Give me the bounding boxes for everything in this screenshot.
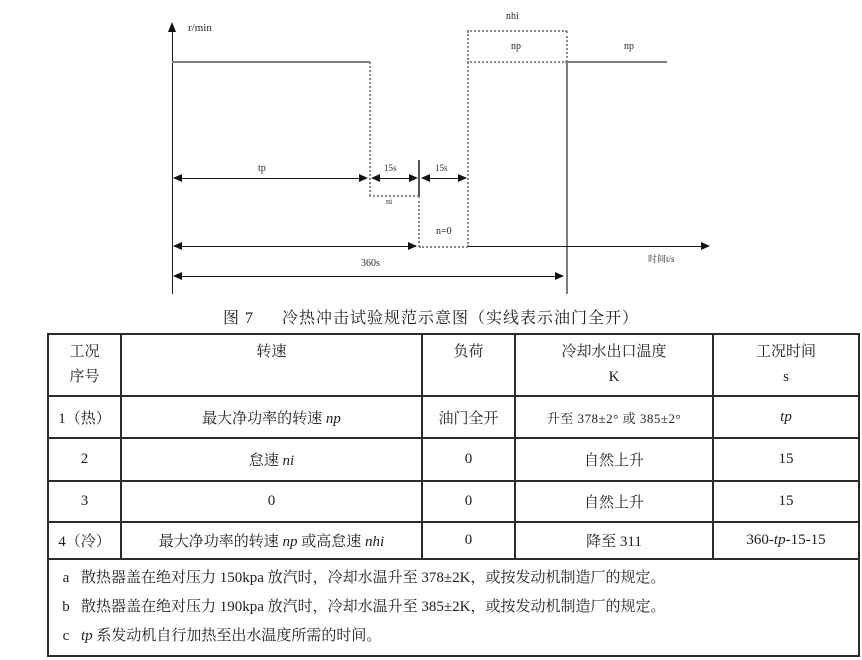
cell-time: tp bbox=[713, 396, 859, 438]
cell-speed: 最大净功率的转速 np 或高怠速 nhi bbox=[121, 522, 422, 559]
cycle-360s-arrowhead-left bbox=[173, 272, 182, 280]
cycle-360s-label: 360s bbox=[361, 258, 380, 269]
ni-level-label: ni bbox=[386, 197, 393, 206]
cell-load: 0 bbox=[422, 481, 515, 522]
time-axis-arrowhead-left bbox=[173, 242, 182, 250]
cell-condition-no: 4（冷） bbox=[48, 522, 121, 559]
np-level-label-right: np bbox=[624, 41, 634, 52]
speed-line-np-phase1 bbox=[172, 61, 370, 63]
header-condition-no: 工况 序号 bbox=[48, 334, 121, 396]
tp-arrowhead-right bbox=[359, 174, 368, 182]
time-axis-left-segment bbox=[176, 246, 416, 247]
header-load: 负荷 bbox=[422, 334, 515, 396]
second-15s-arrowhead-left bbox=[421, 174, 430, 182]
cold-phase-box-top-nhi-dashed bbox=[467, 30, 567, 32]
cell-condition-no: 1（热） bbox=[48, 396, 121, 438]
header-condition-time: 工况时间 s bbox=[713, 334, 859, 396]
first-15s-arrowhead-right bbox=[409, 174, 418, 182]
footnote-c: c tp 系发动机自行加热至出水温度所需的时间。 bbox=[62, 628, 382, 644]
n-zero-label: n=0 bbox=[436, 226, 452, 237]
footnotes-cell bbox=[48, 559, 859, 656]
cell-temp: 升至 378±2° 或 385±2° bbox=[515, 396, 713, 438]
nhi-level-label: nhi bbox=[506, 11, 519, 22]
tp-dimension-line bbox=[176, 178, 364, 179]
thermal-shock-speed-time-diagram bbox=[0, 0, 862, 302]
speed-line-zero-dashed bbox=[419, 246, 468, 248]
cell-time: 15 bbox=[713, 481, 859, 522]
table-row-4-cold bbox=[48, 522, 859, 559]
header-speed: 转速 bbox=[121, 334, 422, 396]
table-row-2 bbox=[48, 438, 859, 481]
cold-phase-np-level-dashed bbox=[467, 61, 567, 63]
speed-line-np-next-cycle bbox=[566, 61, 667, 63]
np-level-label-box: np bbox=[511, 41, 521, 52]
y-axis-label: r/min bbox=[188, 22, 212, 34]
time-axis-label: 时间t/s bbox=[648, 254, 675, 264]
speed-drop-ni-to-zero-dashed bbox=[418, 196, 420, 247]
cell-speed: 怠速 ni bbox=[121, 438, 422, 481]
interval-divider-tick bbox=[418, 160, 420, 196]
second-15s-arrowhead-right bbox=[458, 174, 467, 182]
table-row-1-hot bbox=[48, 396, 859, 438]
cell-speed: 0 bbox=[121, 481, 422, 522]
cycle-360s-arrowhead-right bbox=[555, 272, 564, 280]
cell-temp: 自然上升 bbox=[515, 481, 713, 522]
first-15s-arrowhead-left bbox=[371, 174, 380, 182]
footnote-a: a 散热器盖在绝对压力 150kpa 放汽时，冷却水温升至 378±2K，或按发动机制造厂的规定。 bbox=[62, 570, 666, 586]
y-axis-arrowhead bbox=[168, 22, 176, 32]
cycle-360s-dimension-line bbox=[176, 276, 561, 277]
cycle-restart-vertical bbox=[566, 62, 568, 294]
time-axis-right-segment bbox=[468, 246, 703, 247]
tp-dimension-label: tp bbox=[258, 163, 266, 174]
cell-temp: 降至 311 bbox=[515, 522, 713, 559]
cell-load: 0 bbox=[422, 438, 515, 481]
cell-load: 油门全开 bbox=[422, 396, 515, 438]
tp-arrowhead-left bbox=[173, 174, 182, 182]
table-footnotes-row bbox=[48, 559, 859, 656]
figure-number: 图 7 bbox=[222, 310, 254, 327]
cell-speed: 最大净功率的转速 np bbox=[121, 396, 422, 438]
test-spec-table bbox=[47, 333, 860, 657]
cell-condition-no: 2 bbox=[48, 438, 121, 481]
first-15s-label: 15s bbox=[384, 163, 397, 173]
cell-temp: 自然上升 bbox=[515, 438, 713, 481]
speed-line-ni-dashed bbox=[369, 195, 419, 197]
cell-condition-no: 3 bbox=[48, 481, 121, 522]
cold-phase-box-left-dashed bbox=[467, 31, 469, 247]
time-axis-arrowhead-right bbox=[701, 242, 710, 250]
figure-caption bbox=[0, 305, 862, 328]
y-axis bbox=[172, 30, 173, 294]
cold-phase-box-right-dashed bbox=[566, 31, 568, 62]
second-15s-label: 15s bbox=[435, 163, 448, 173]
footnote-b: b 散热器盖在绝对压力 190kpa 放汽时，冷却水温升至 385±2K，或按发动机制造厂的规定。 bbox=[62, 599, 666, 615]
cell-time: 15 bbox=[713, 438, 859, 481]
table-row-3 bbox=[48, 481, 859, 522]
figure-title: 冷热冲击试验规范示意图（实线表示油门全开） bbox=[282, 310, 640, 327]
cell-load: 0 bbox=[422, 522, 515, 559]
time-axis-arrowhead-mid bbox=[408, 242, 417, 250]
cell-time: 360-tp-15-15 bbox=[713, 522, 859, 559]
header-coolant-outlet-temp: 冷却水出口温度 K bbox=[515, 334, 713, 396]
table-header-row bbox=[48, 334, 859, 396]
